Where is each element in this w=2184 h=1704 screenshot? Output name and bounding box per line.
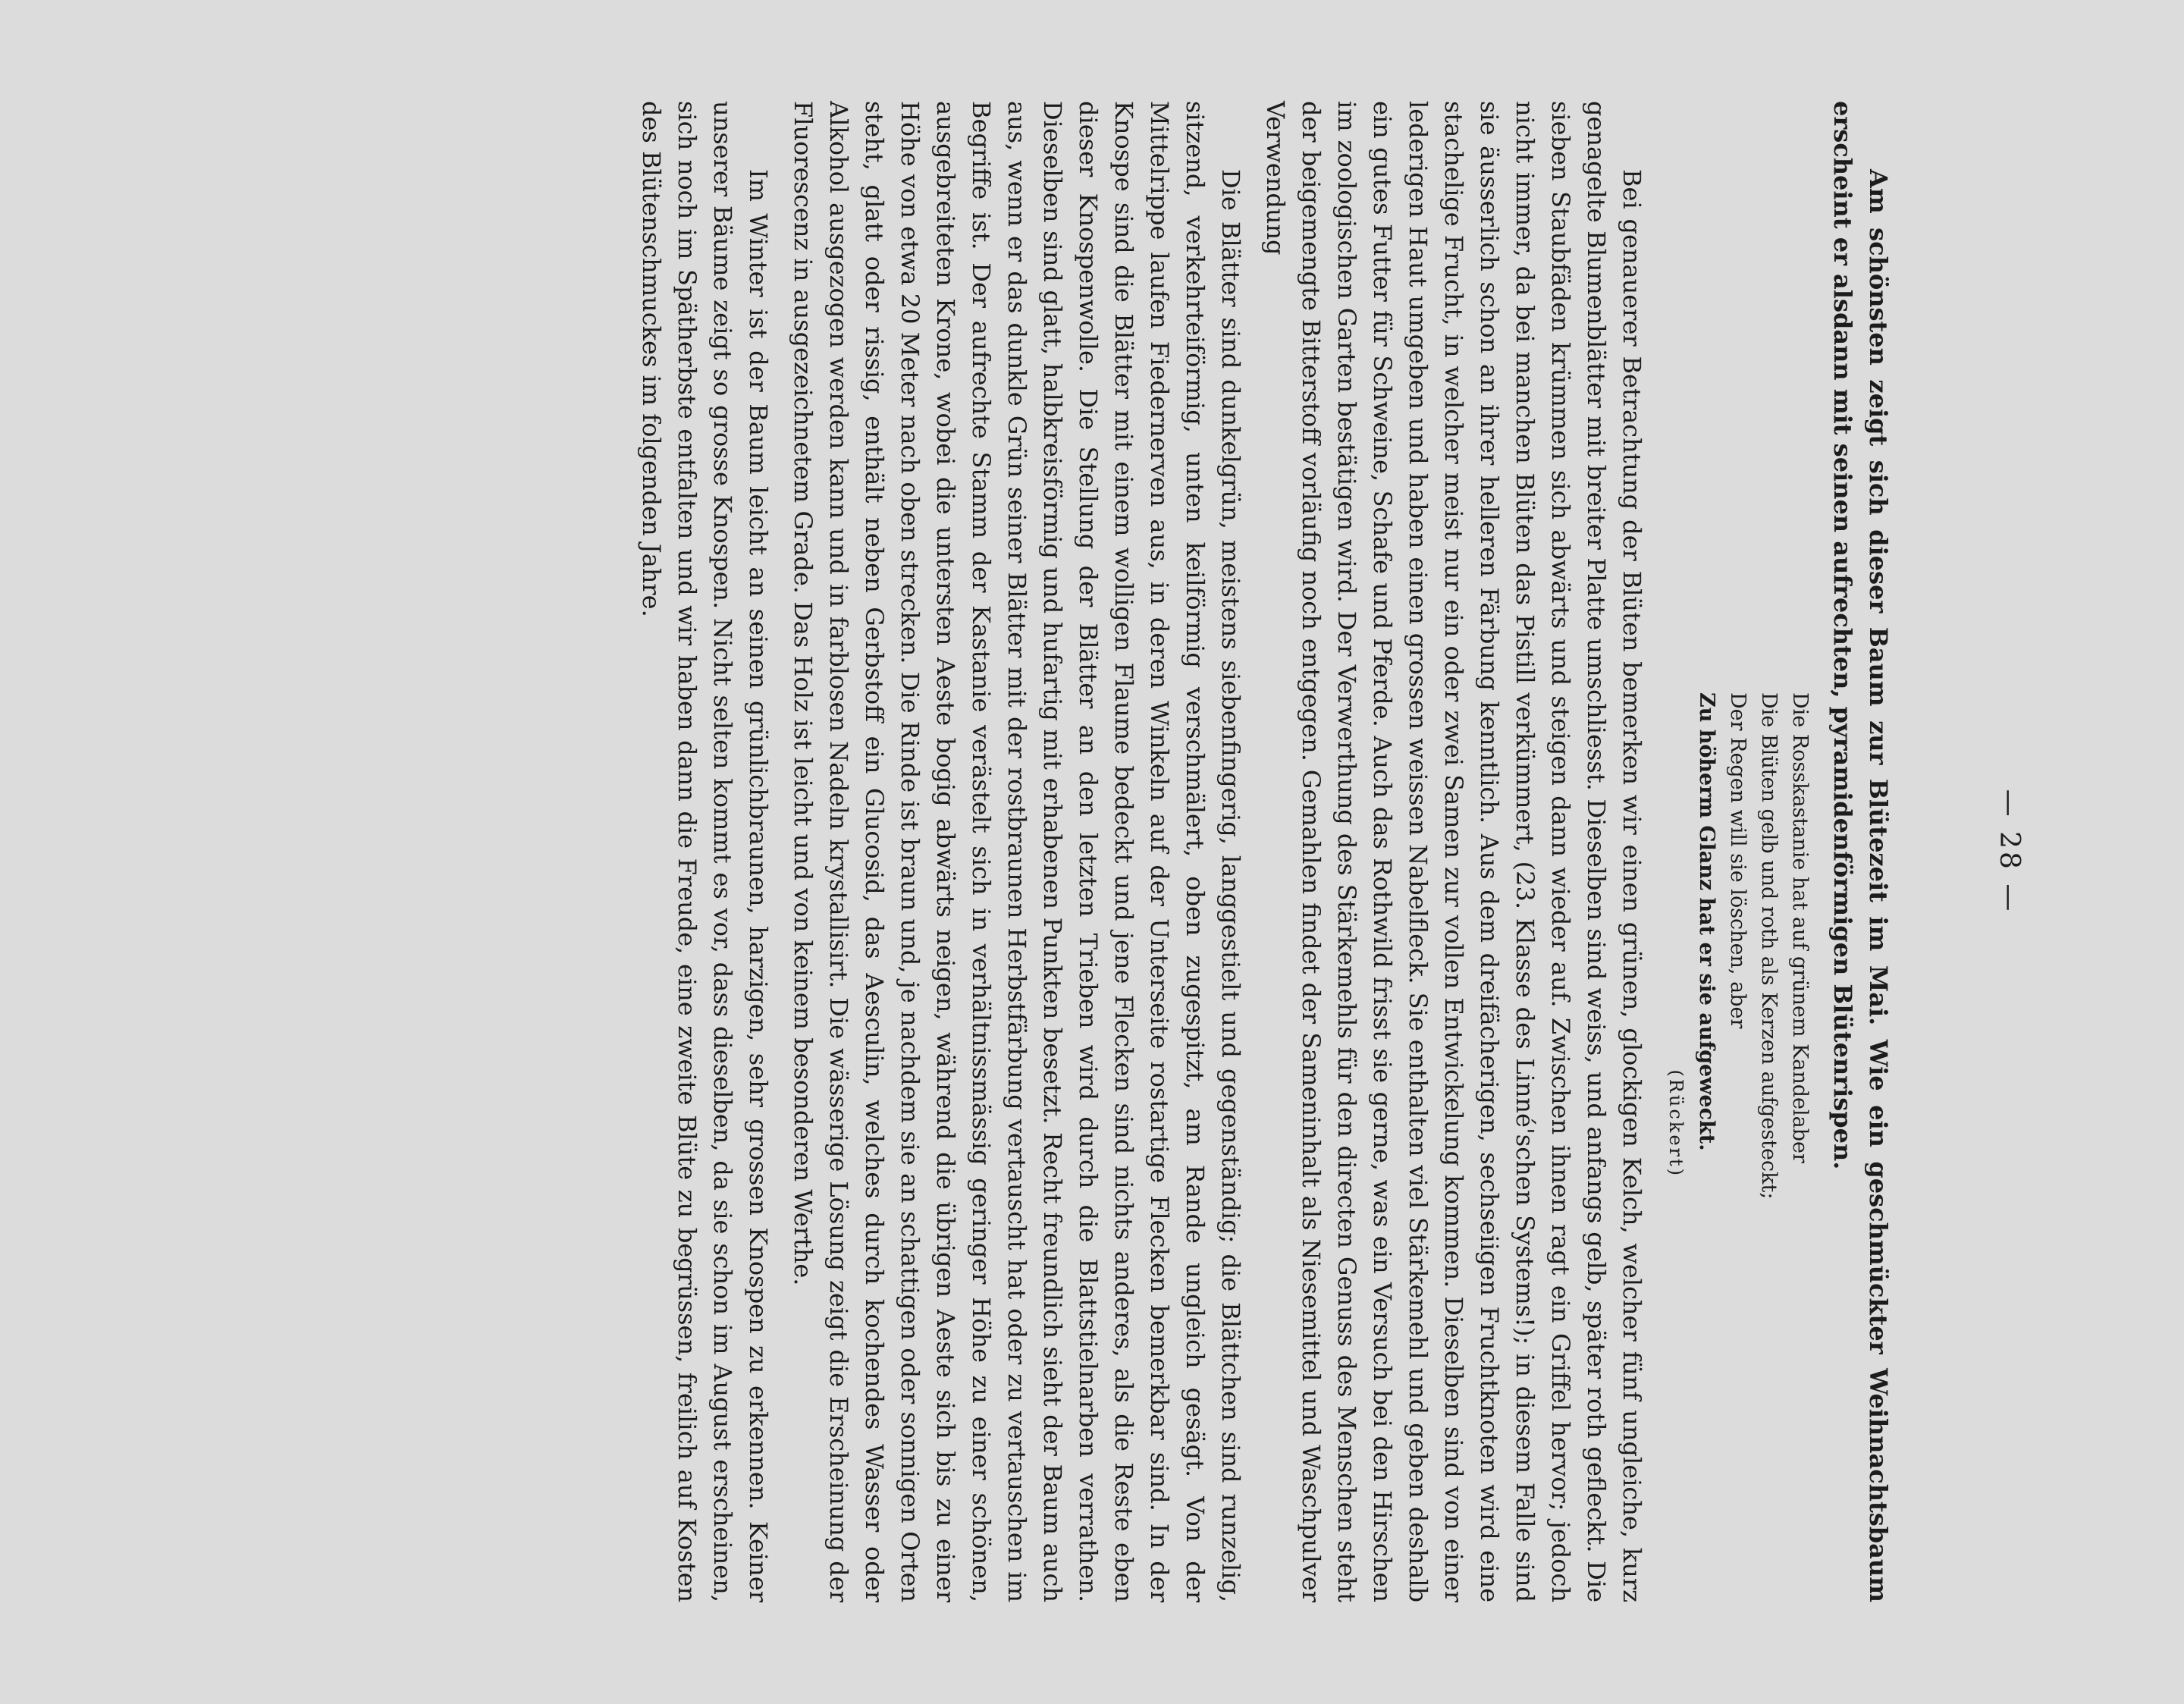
- text-block: [624, 101, 1896, 1602]
- poem-line: Die Rosskastanie hat auf grünem Kandelaber: [1788, 692, 1812, 1163]
- poem: [1660, 692, 1815, 1602]
- poem-line: Zu höherm Glanz hat er sie aufgeweckt.: [1695, 692, 1718, 1151]
- poem-author: (Rückert): [1665, 1069, 1687, 1178]
- paragraph-leaves: Die Blätter sind dunkelgrün, meistens siebenfingerig, langgestielt und gegenständig; die Blättchen sind runzelig, sitzend, verkehrteiförmig, unten keilförmig verschmälert, oben zugespitzt, am Rande ungleich gesägt. Von der Mittelrippe laufen Fiedernerven aus, in deren Winkeln auf der Unterseite rostartige Flecken bemerkbar sind. In der Knospe sind die Blätter mit einem wolligen Flaume bedeckt und jene Flecken sind nichts anderes, als die Reste eben dieser Knospenwolle. Die Stellung der Blätter an den letzten Trieben wird durch die Blattstielnarben verrathen. Dieselben sind glatt, halbkreisförmig und hufartig mit erhabenen Punkten besetzt. Recht freundlich sieht der Baum auch aus, wenn er das dunkle Grün seiner Blätter mit der rostbraunen Herbstfärbung vertauscht hat oder zu vertauschen im Begriffe ist. Der aufrechte Stamm der Kastanie verästelt sich in verhältnissmässig geringer Höhe zu einer schönen, ausgebreiteten Krone, wobei die untersten Aeste bogig abwärts neigen, während die übrigen Aeste sich bis zu einer Höhe von etwa 20 Meter nach oben strecken. Die Rinde ist braun und, je nachdem sie an schattigen oder sonnigen Orten steht, glatt oder rissig, enthält neben Gerbstoff ein Glucosid, das Aesculin, welches durch kochendes Wasser oder Alkohol ausgezogen werden kann und in farblosen Nadeln krystallisirt. Die wässerige Lösung zeigt die Erscheinung der Fluorescenz in ausgezeichnetem Grade. Das Holz ist leicht und von keinem besonderen Werthe.: [789, 101, 1245, 1602]
- paragraph-blossoms: Bei genauerer Betrachtung der Blüten bemerken wir einen grünen, glockigen Kelch, welcher fünf ungleiche, kurz genagelte Blumenblätter mit breiter Platte umschliesst. Dieselben sind weiss, und anfangs gelb, später roth gefleckt. Die sieben Staubfäden krümmen sich abwärts und steigen dann wieder auf. Zwischen ihnen ragt ein Griffel hervor; jedoch nicht immer, da bei manchen Blüten das Pistill verkümmert, (23. Klasse des Linné'schen Systems!); in diesem Falle sind sie äusserlich schon an ihrer helleren Färbung kenntlich. Aus dem dreifächerigen, sechseiigen Fruchtknoten wird eine stachelige Frucht, in welcher meist nur ein oder zwei Samen zur vollen Entwickelung kommen. Dieselben sind von einer lederigen Haut umgeben und haben einen grossen weissen Nabelfleck. Sie enthalten viel Stärkemehl und geben deshalb ein gutes Futter für Schweine, Schafe und Pferde. Auch das Rothwild frisst sie gerne, was ein Versuch bei den Hirschen im zoologischen Garten bestätigen wird. Der Verwerthung des Stärkemehls für den directen Genuss des Menschen steht der beigemengte Bitterstoff vorläufig noch entgegen. Gemahlen findet der Sameninhalt als Niesemittel und Waschpulver Verwendung: [1261, 101, 1646, 1602]
- page-number: — 28 —: [1994, 789, 2025, 915]
- intro-paragraph: Am schönsten zeigt sich dieser Baum zur Blütezeit im Mai. Wie ein geschmückter Weihnachtsbaum erscheint er alsdann mit seinen aufrechten, pyramidenförmigen Blütenrispen.: [1828, 101, 1893, 1602]
- paragraph-winter: Im Winter ist der Baum leicht an seinen grünlichbraunen, harzigen, sehr grossen Knospen zu erkennen. Keiner unserer Bäume zeigt so grosse Knospen. Nicht selten kommt es vor, dass dieselben, da sie schon im August erscheinen, sich noch im Spätherbste entfalten und wir haben dann die Freude, eine zweite Blüte zu begrüssen, freilich auf Kosten des Blütenschmuckes im folgenden Jahre.: [637, 101, 773, 1602]
- poem-line: Der Regen will sie löschen, aber: [1726, 692, 1749, 1029]
- book-page: [91, 40, 2093, 1663]
- poem-line: Die Blüten gelb und roth als Kerzen aufgesteckt;: [1757, 692, 1781, 1200]
